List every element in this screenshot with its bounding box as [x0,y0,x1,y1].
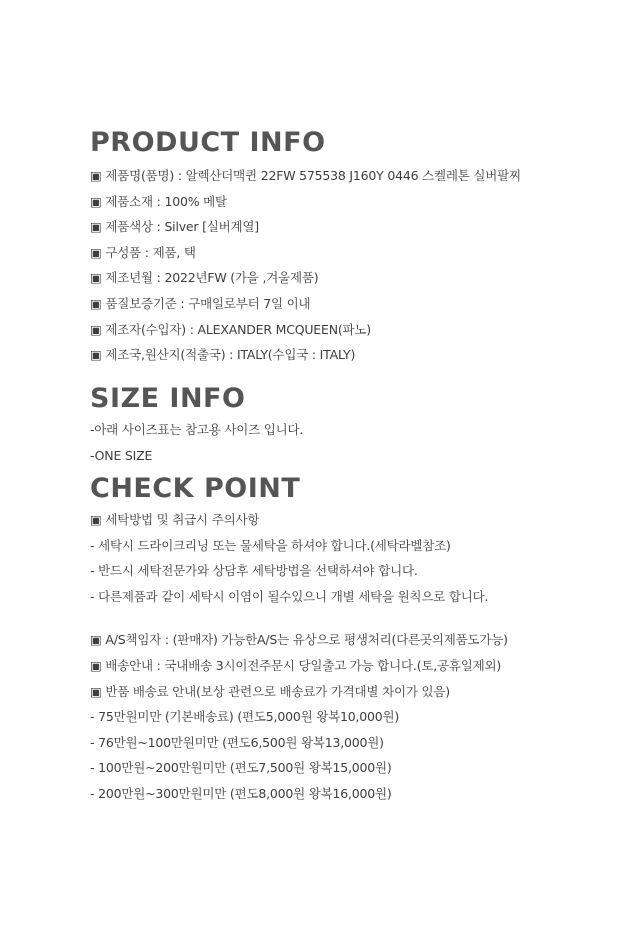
shipping-info-line: ▣ 배송안내 : 국내배송 3시이전주문시 당일출고 가능 합니다.(토,공휴일제외) [90,657,502,673]
product-info-section [90,127,521,368]
size-info-list [90,417,303,468]
manufacturer-line: ▣ 제조자(수입자) : ALEXANDER MCQUEEN(파노) [90,321,371,337]
warranty-line: ▣ 품질보증기준 : 구매일로부터 7일 이내 [90,295,311,311]
washing-line-2: - 반드시 세탁전문가와 상담후 세탁방법을 선택하셔야 합니다. [90,563,418,579]
return-fee-line-2: - 76만원~100만원미만 (편도6,500원 왕복13,000원) [90,734,384,750]
as-info-line: ▣ A/S책임자 : (판매자) 가능한A/S는 유상으로 평생처리(다른곳의제품도가능) [90,632,508,648]
check-point-section [90,473,508,807]
size-note-line: -아래 사이즈표는 참고용 사이즈 입니다. [90,422,304,437]
washing-line-1: - 세탁시 드라이크리닝 또는 물세탁을 하셔야 합니다.(세탁라벨참조) [90,537,451,553]
manufacture-date-line: ▣ 제조년월 : 2022년FW (가을 ,겨울제품) [90,270,319,286]
return-fee-line-4: - 200만원~300만원미만 (편도8,000원 왕복16,000원) [90,785,392,801]
product-info-heading: PRODUCT INFO [90,127,326,158]
return-fee-title-line: ▣ 반품 배송료 안내(보상 관련으로 배송료가 가격대별 차이가 있음) [90,683,450,699]
return-fee-line-1: - 75만원미만 (기본배송료) (편도5,000원 왕복10,000원) [90,709,400,725]
size-info-heading: SIZE INFO [90,383,246,414]
section-spacer [90,609,508,625]
color-line: ▣ 제품색상 : Silver [실버계열] [90,219,259,235]
origin-line: ▣ 제조국,원산지(적출국) : ITALY(수입국 : ITALY) [90,347,356,363]
washing-line-3: - 다른제품과 같이 세탁시 이염이 될수있으니 개별 세탁을 원칙으로 합니다. [90,588,489,604]
washing-title-line: ▣ 세탁방법 및 취급시 주의사항 [90,512,260,527]
product-info-list [90,163,521,368]
check-point-heading: CHECK POINT [90,473,301,504]
size-info-section [90,383,303,468]
product-name-line: ▣ 제품명(품명) : 알렉산더맥퀸 22FW 575538 J160Y 0446 스켈레톤 실버팔찌 [90,168,521,183]
size-value-line: -ONE SIZE [90,447,153,463]
service-info-list [90,627,508,806]
material-line: ▣ 제품소재 : 100% 메탈 [90,193,227,209]
components-line: ▣ 구성품 : 제품, 택 [90,244,196,260]
washing-instructions-list [90,507,508,609]
return-fee-line-3: - 100만원~200만원미만 (편도7,500원 왕복15,000원) [90,760,392,776]
